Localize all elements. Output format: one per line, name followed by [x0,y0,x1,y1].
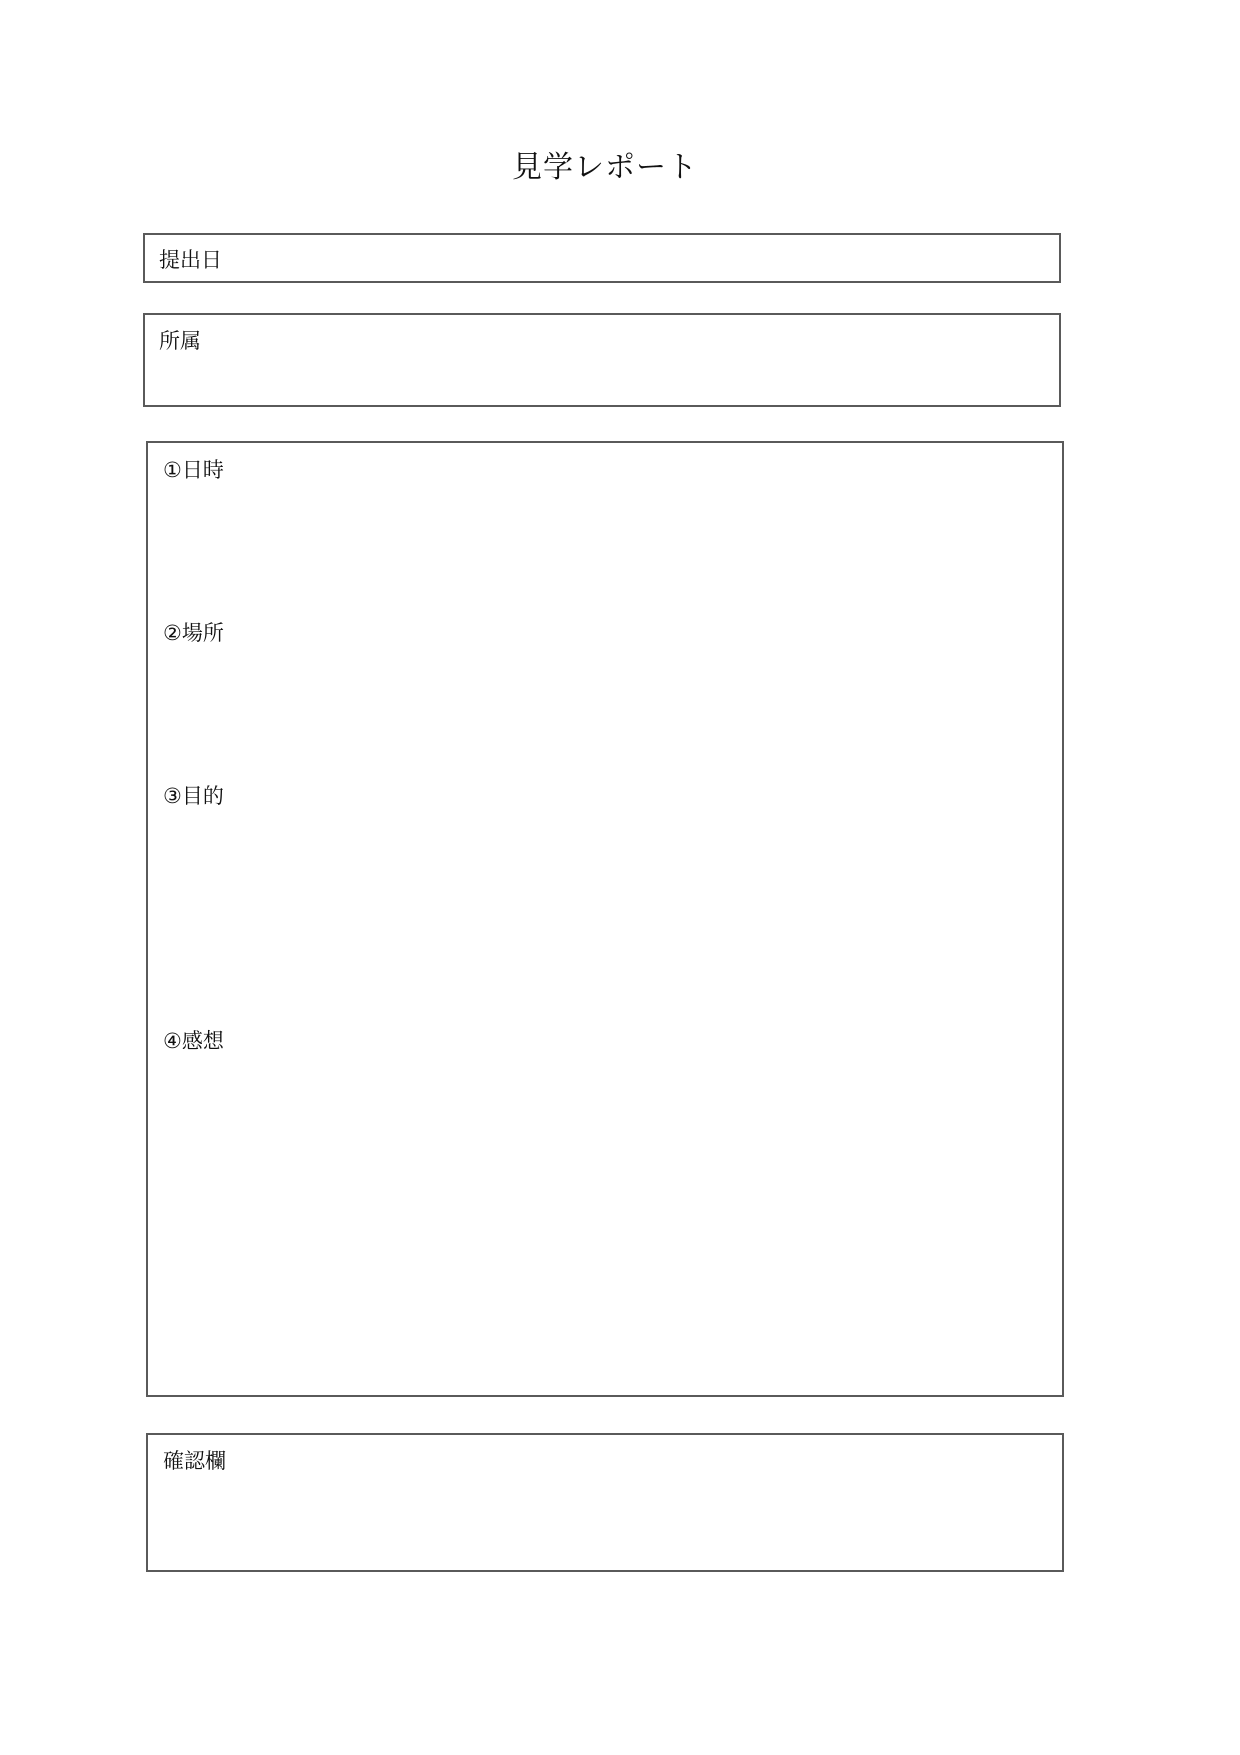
affiliation-label: 所属 [159,329,201,353]
submit-date-label: 提出日 [159,248,222,272]
confirmation-label: 確認欄 [163,1449,226,1473]
place-label: ②場所 [163,621,224,645]
submit-date-field[interactable] [143,233,1061,283]
page-title: 見学レポート [512,150,698,185]
affiliation-field[interactable] [143,313,1061,407]
report-details-box[interactable] [146,441,1064,1397]
purpose-label: ③目的 [163,784,224,808]
impressions-label: ④感想 [163,1029,224,1053]
datetime-label: ①日時 [163,458,224,482]
confirmation-field[interactable] [146,1433,1064,1572]
